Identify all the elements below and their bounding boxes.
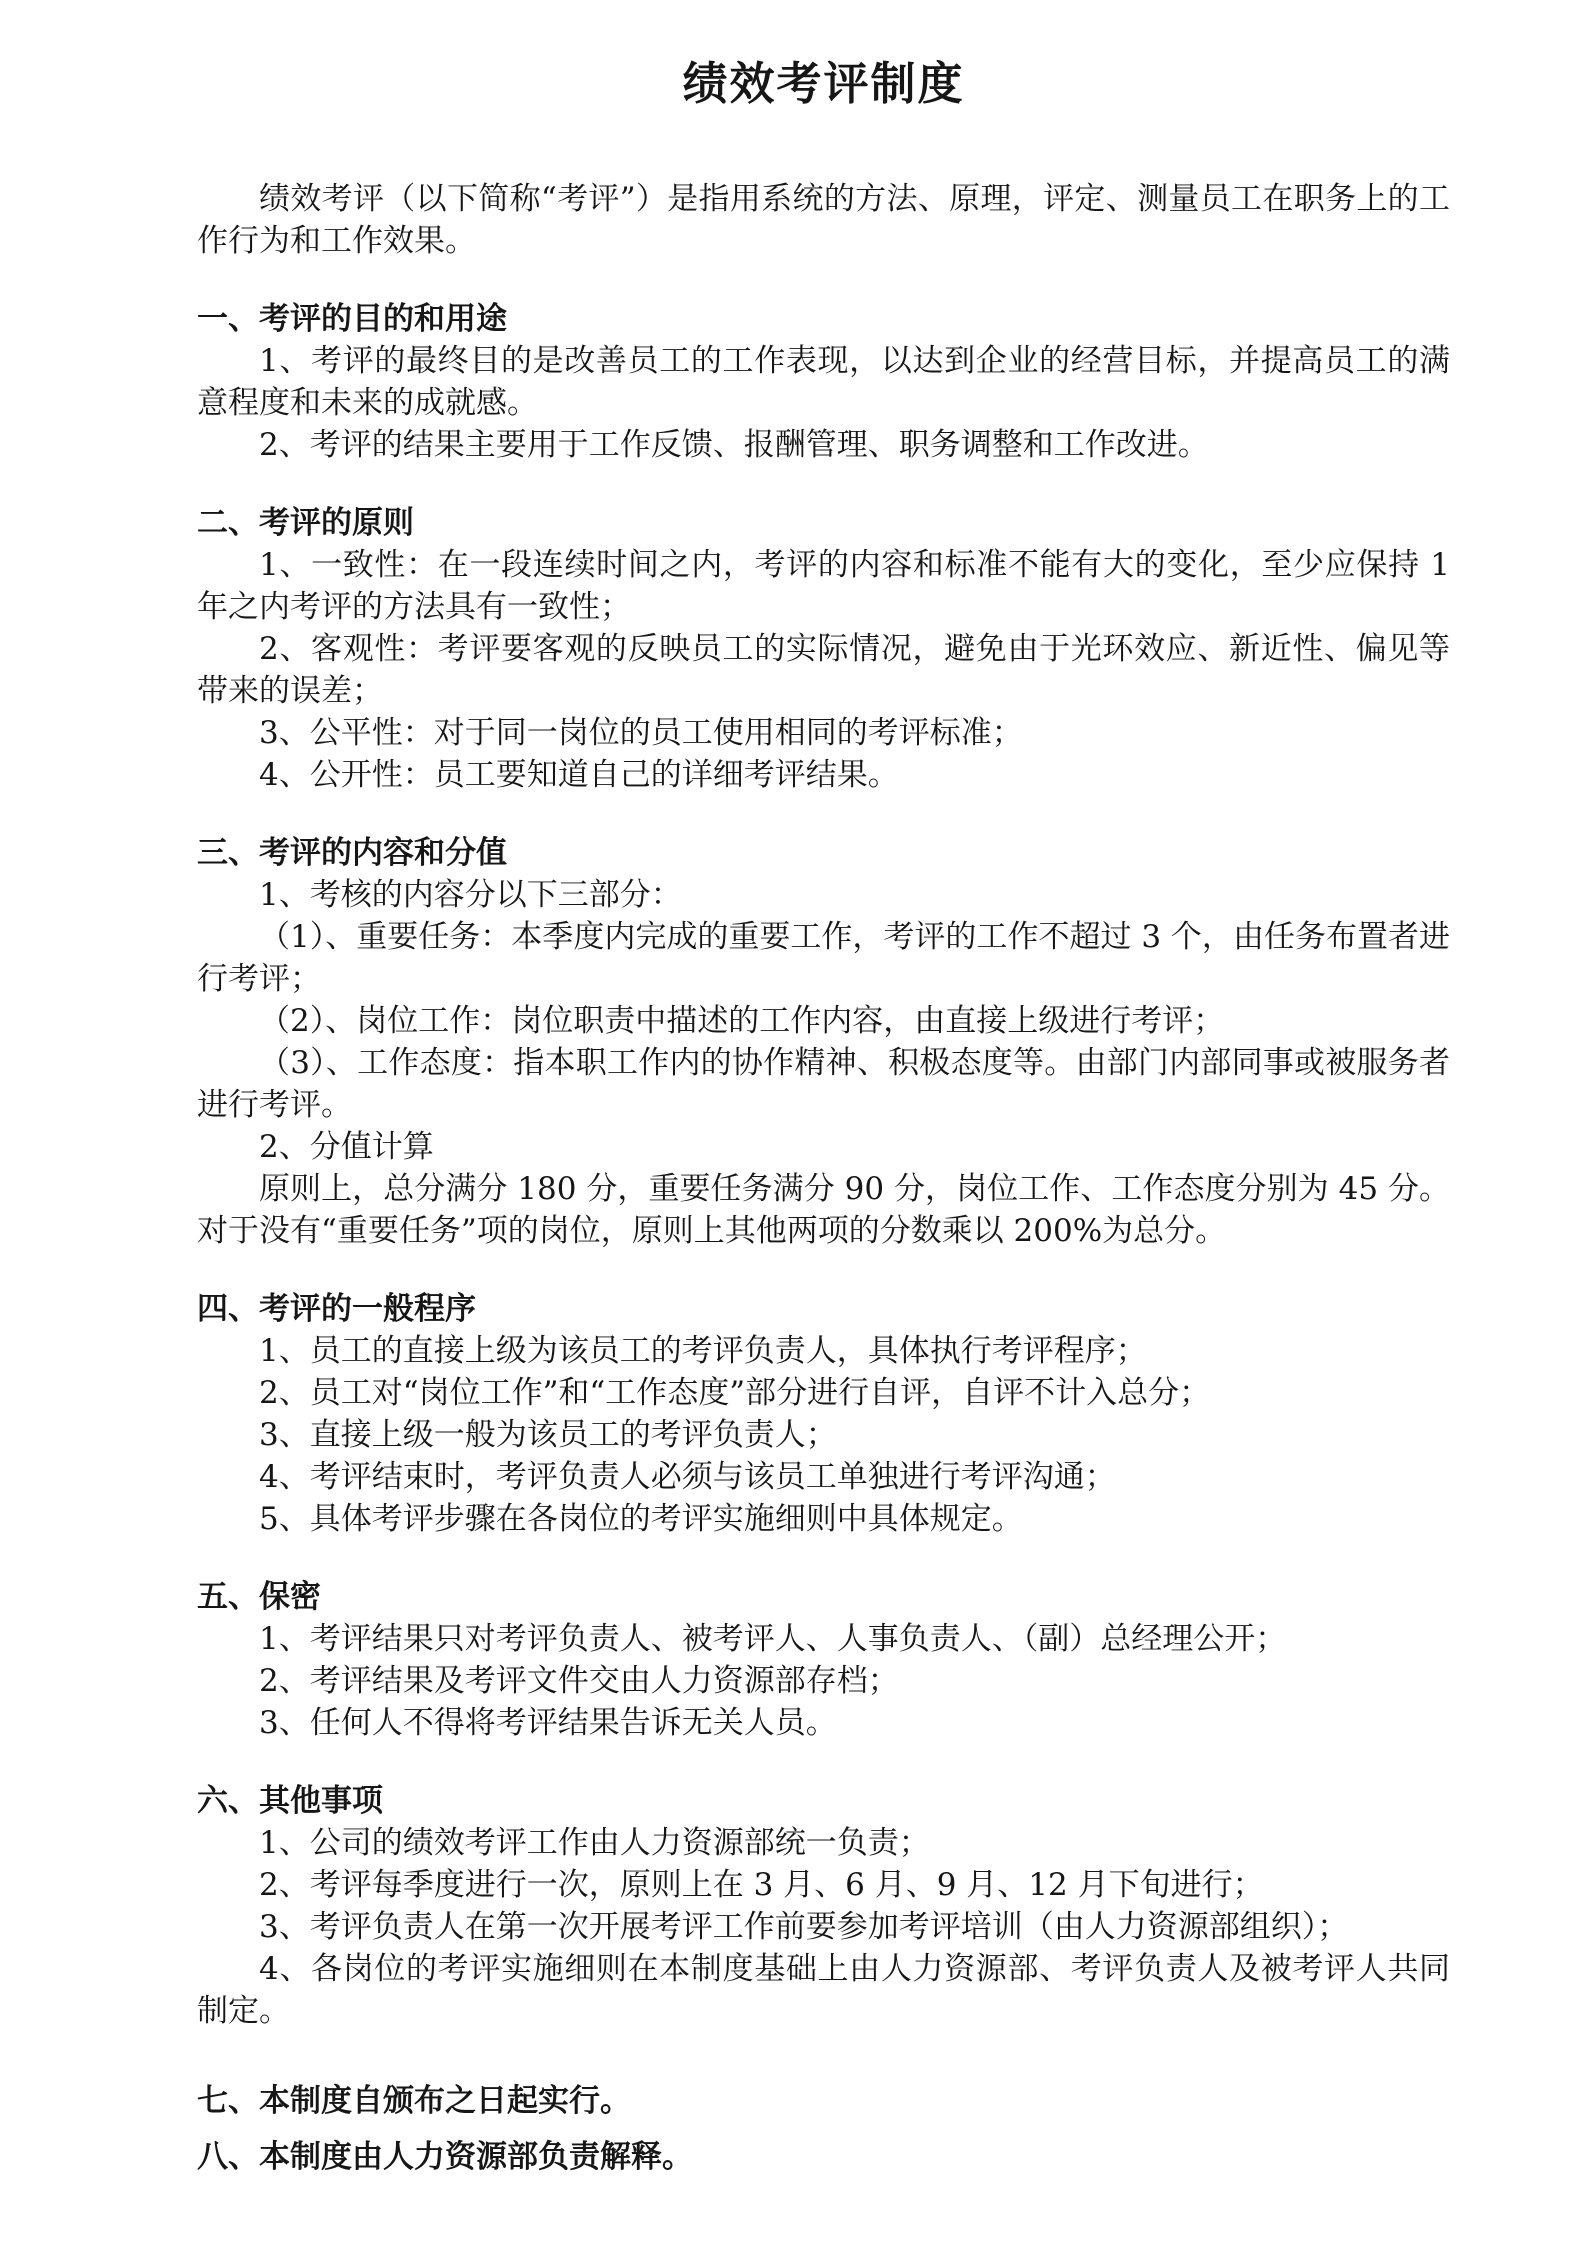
paragraph: 2、考评的结果主要用于工作反馈、报酬管理、职务调整和工作改进。 [259,427,1209,463]
section-3-content-score [197,832,1450,1252]
section-2-principles [197,502,1450,796]
paragraph: 2、员工对“岗位工作”和“工作态度”部分进行自评，自评不计入总分； [259,1375,1211,1411]
paragraph: 2、考评结果及考评文件交由人力资源部存档； [259,1663,899,1699]
paragraph: 1、员工的直接上级为该员工的考评负责人，具体执行考评程序； [259,1333,1147,1369]
paragraph: 5、具体考评步骤在各岗位的考评实施细则中具体规定。 [259,1501,1023,1537]
section-6-other-matters [197,1780,1450,2032]
paragraph: 1、考评结果只对考评负责人、被考评人、人事负责人、（副）总经理公开； [259,1621,1287,1657]
paragraph: 1、考评的最终目的是改善员工的工作表现，以达到企业的经营目标，并提高员工的满意程度和未来的成就感。 [197,343,1450,421]
paragraph: （1）、重要任务：本季度内完成的重要工作，考评的工作不超过 3 个，由任务布置者进行考评； [197,919,1450,997]
paragraph: 原则上，总分满分 180 分，重要任务满分 90 分，岗位工作、工作态度分别为 45 分。对于没有“重要任务”项的岗位，原则上其他两项的分数乘以 200%为总分。 [197,1171,1450,1249]
paragraph: 2、考评每季度进行一次，原则上在 3 月、6 月、9 月、12 月下旬进行； [259,1867,1264,1903]
paragraph: 4、考评结束时，考评负责人必须与该员工单独进行考评沟通； [259,1459,1116,1495]
paragraph: 2、分值计算 [259,1129,434,1165]
paragraph: 3、考评负责人在第一次开展考评工作前要参加考评培训（由人力资源部组织）； [259,1909,1349,1945]
paragraph: 1、考核的内容分以下三部分： [259,877,682,913]
paragraph: 3、任何人不得将考评结果告诉无关人员。 [259,1705,837,1741]
document-title: 绩效考评制度 [682,57,965,110]
paragraph: 1、一致性：在一段连续时间之内，考评的内容和标准不能有大的变化，至少应保持 1 年之内考评的方法具有一致性； [197,547,1450,625]
paragraph: 3、直接上级一般为该员工的考评负责人； [259,1417,837,1453]
section-8-interpretation [197,2136,1450,2178]
paragraph: 3、公平性：对于同一岗位的员工使用相同的考评标准； [259,715,1023,751]
paragraph: 4、公开性：员工要知道自己的详细考评结果。 [259,757,899,793]
section-heading: 八、本制度由人力资源部负责解释。 [197,2139,693,2175]
section-heading: 二、考评的原则 [197,505,414,541]
paragraph: （2）、岗位工作：岗位职责中描述的工作内容，由直接上级进行考评； [259,1003,1225,1039]
section-heading: 六、其他事项 [197,1783,383,1819]
section-heading: 四、考评的一般程序 [197,1291,476,1327]
section-4-procedure [197,1288,1450,1540]
section-heading: 一、考评的目的和用途 [197,301,507,337]
paragraph: 1、公司的绩效考评工作由人力资源部统一负责； [259,1825,930,1861]
section-1-purpose [197,298,1450,466]
paragraph: 4、各岗位的考评实施细则在本制度基础上由人力资源部、考评负责人及被考评人共同制定。 [197,1951,1450,2029]
section-heading: 三、考评的内容和分值 [197,835,507,871]
section-7-effective-date [197,2080,1450,2122]
section-5-confidentiality [197,1576,1450,1744]
intro-paragraph: 绩效考评（以下简称“考评”）是指用系统的方法、原理，评定、测量员工在职务上的工作行为和工作效果。 [197,181,1450,259]
section-heading: 五、保密 [197,1579,321,1615]
paragraph: （3）、工作态度：指本职工作内的协作精神、积极态度等。由部门内部同事或被服务者进行考评。 [197,1045,1450,1123]
paragraph: 2、客观性：考评要客观的反映员工的实际情况，避免由于光环效应、新近性、偏见等带来的误差； [197,631,1450,709]
section-heading: 七、本制度自颁布之日起实行。 [197,2083,631,2119]
